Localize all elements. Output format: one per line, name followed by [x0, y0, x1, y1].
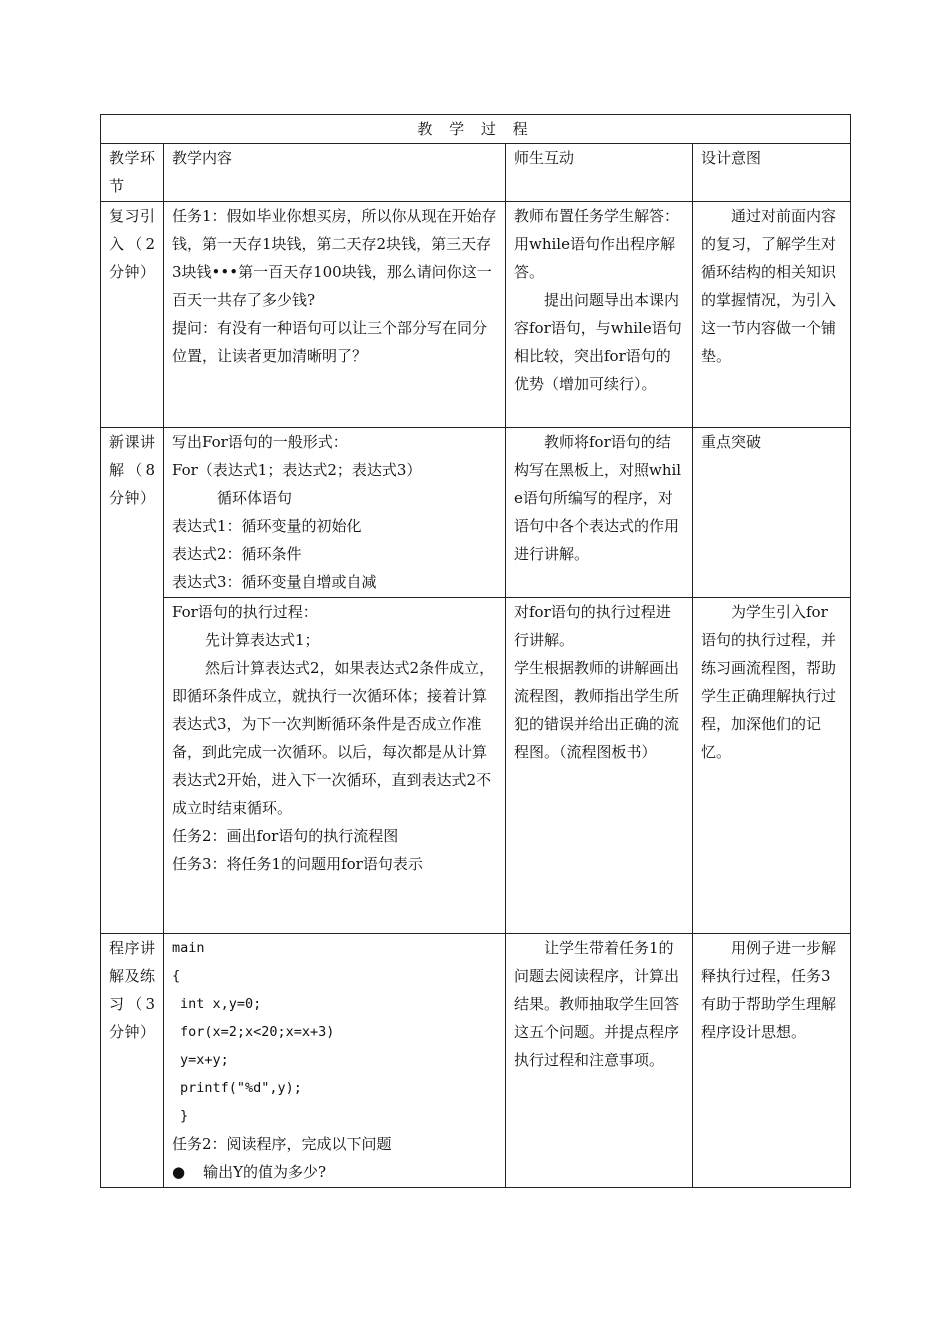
new-lesson-content-2: [164, 598, 506, 934]
new-lesson-stage: 新课讲解（8分钟）: [101, 428, 164, 934]
new-lesson-intent-1: 重点突破: [693, 428, 851, 598]
practice-interaction: [506, 934, 693, 1188]
review-row: [101, 202, 851, 428]
task3-for: 任务3：将任务1的问题用for语句表示: [172, 855, 423, 873]
review-interaction-2: 提出问题导出本课内容for语句，与while语句相比较，突出for语句的优势（增加可续行）。: [514, 291, 682, 393]
new-lesson-interaction-2: [506, 598, 693, 934]
new-lesson-interaction-2a: 对for语句的执行过程进行讲解。: [514, 603, 671, 649]
practice-interaction-text: 让学生带着任务1的问题去阅读程序，计算出结果。教师抽取学生回答这五个问题。并提点程序执行过程和注意事项。: [514, 939, 680, 1069]
exec-step2: 然后计算表达式2，如果表达式2条件成立，即循环条件成立，就执行一次循环体；接着计算表达式3，为下一次判断循环条件是否成立作准备，到此完成一次循环。以后，每次都是从计算表达式2开始，进入下一次循环，直到表达式2不成立时结束循环。: [172, 659, 495, 817]
table-title: 教 学 过 程: [101, 115, 851, 144]
new-lesson-row-1: [101, 428, 851, 598]
header-stage: 教学环节: [101, 144, 164, 202]
code-line-4: for(x=2;x<20;x=x+3): [180, 1024, 335, 1040]
for-body: 循环体语句: [217, 489, 293, 507]
exec-process-title: For语句的执行过程：: [172, 603, 318, 621]
code-line-5: y=x+y;: [180, 1052, 229, 1068]
review-interaction-1: 教师布置任务学生解答：用while语句作出程序解答。: [514, 207, 680, 281]
header-content: 教学内容: [164, 144, 506, 202]
task2-flowchart: 任务2：画出for语句的执行流程图: [172, 827, 399, 845]
for-form: For（表达式1；表达式2；表达式3）: [172, 461, 422, 479]
review-content: [164, 202, 506, 428]
review-intent: [693, 202, 851, 428]
new-lesson-intent-2-text: 为学生引入for语句的执行过程，并练习画流程图，帮助学生正确理解执行过程，加深他们的记忆。: [701, 603, 837, 761]
practice-bullet: ● 输出Y的值为多少?: [172, 1158, 497, 1186]
code-line-7: }: [180, 1108, 189, 1124]
review-question: 提问：有没有一种语句可以让三个部分写在同分位置，让读者更加清晰明了？: [172, 319, 488, 365]
expr3-desc: 表达式3：循环变量自增或自减: [172, 573, 377, 591]
new-lesson-content-1: [164, 428, 506, 598]
new-lesson-interaction-1: [506, 428, 693, 598]
new-lesson-interaction-2b: 学生根据教师的讲解画出流程图，教师指出学生所犯的错误并给出正确的流程图。（流程图板书）: [514, 659, 680, 761]
review-stage: 复习引入（2分钟）: [101, 202, 164, 428]
review-interaction: [506, 202, 693, 428]
expr1-desc: 表达式1：循环变量的初始化: [172, 517, 362, 535]
review-intent-text: 通过对前面内容的复习，了解学生对循环结构的相关知识的掌握情况，为引入这一节内容做一个铺垫。: [701, 207, 837, 365]
expr2-desc: 表达式2：循环条件: [172, 545, 302, 563]
new-lesson-intent-2: [693, 598, 851, 934]
practice-content: [164, 934, 506, 1188]
practice-intent-text: 用例子进一步解释执行过程，任务3有助于帮助学生理解程序设计思想。: [701, 939, 837, 1041]
for-form-intro: 写出For语句的一般形式：: [172, 433, 348, 451]
new-lesson-interaction-1-text: 教师将for语句的结构写在黑板上，对照while语句所编写的程序，对语句中各个表达式的作用进行讲解。: [514, 433, 682, 563]
practice-task: 任务2：阅读程序，完成以下问题: [172, 1135, 392, 1153]
header-row: [101, 144, 851, 202]
practice-row: [101, 934, 851, 1188]
practice-intent: [693, 934, 851, 1188]
code-line-6: printf("%d",y);: [180, 1080, 302, 1096]
header-interaction: 师生互动: [506, 144, 693, 202]
review-task1: 任务1：假如毕业你想买房，所以你从现在开始存钱，第一天存1块钱，第二天存2块钱，第三天存3块钱•••第一百天存100块钱，那么请问你这一百天一共存了多少钱?: [172, 207, 497, 309]
code-line-1: main: [172, 940, 205, 956]
new-lesson-row-2: [101, 598, 851, 934]
exec-step1: 先计算表达式1；: [205, 631, 320, 649]
header-intent: 设计意图: [693, 144, 851, 202]
practice-stage: 程序讲解及练习（3分钟）: [101, 934, 164, 1188]
code-line-3: int x,y=0;: [180, 996, 262, 1012]
title-row: [101, 115, 851, 144]
teaching-process-table: [100, 114, 851, 1188]
code-line-2: {: [172, 968, 181, 984]
